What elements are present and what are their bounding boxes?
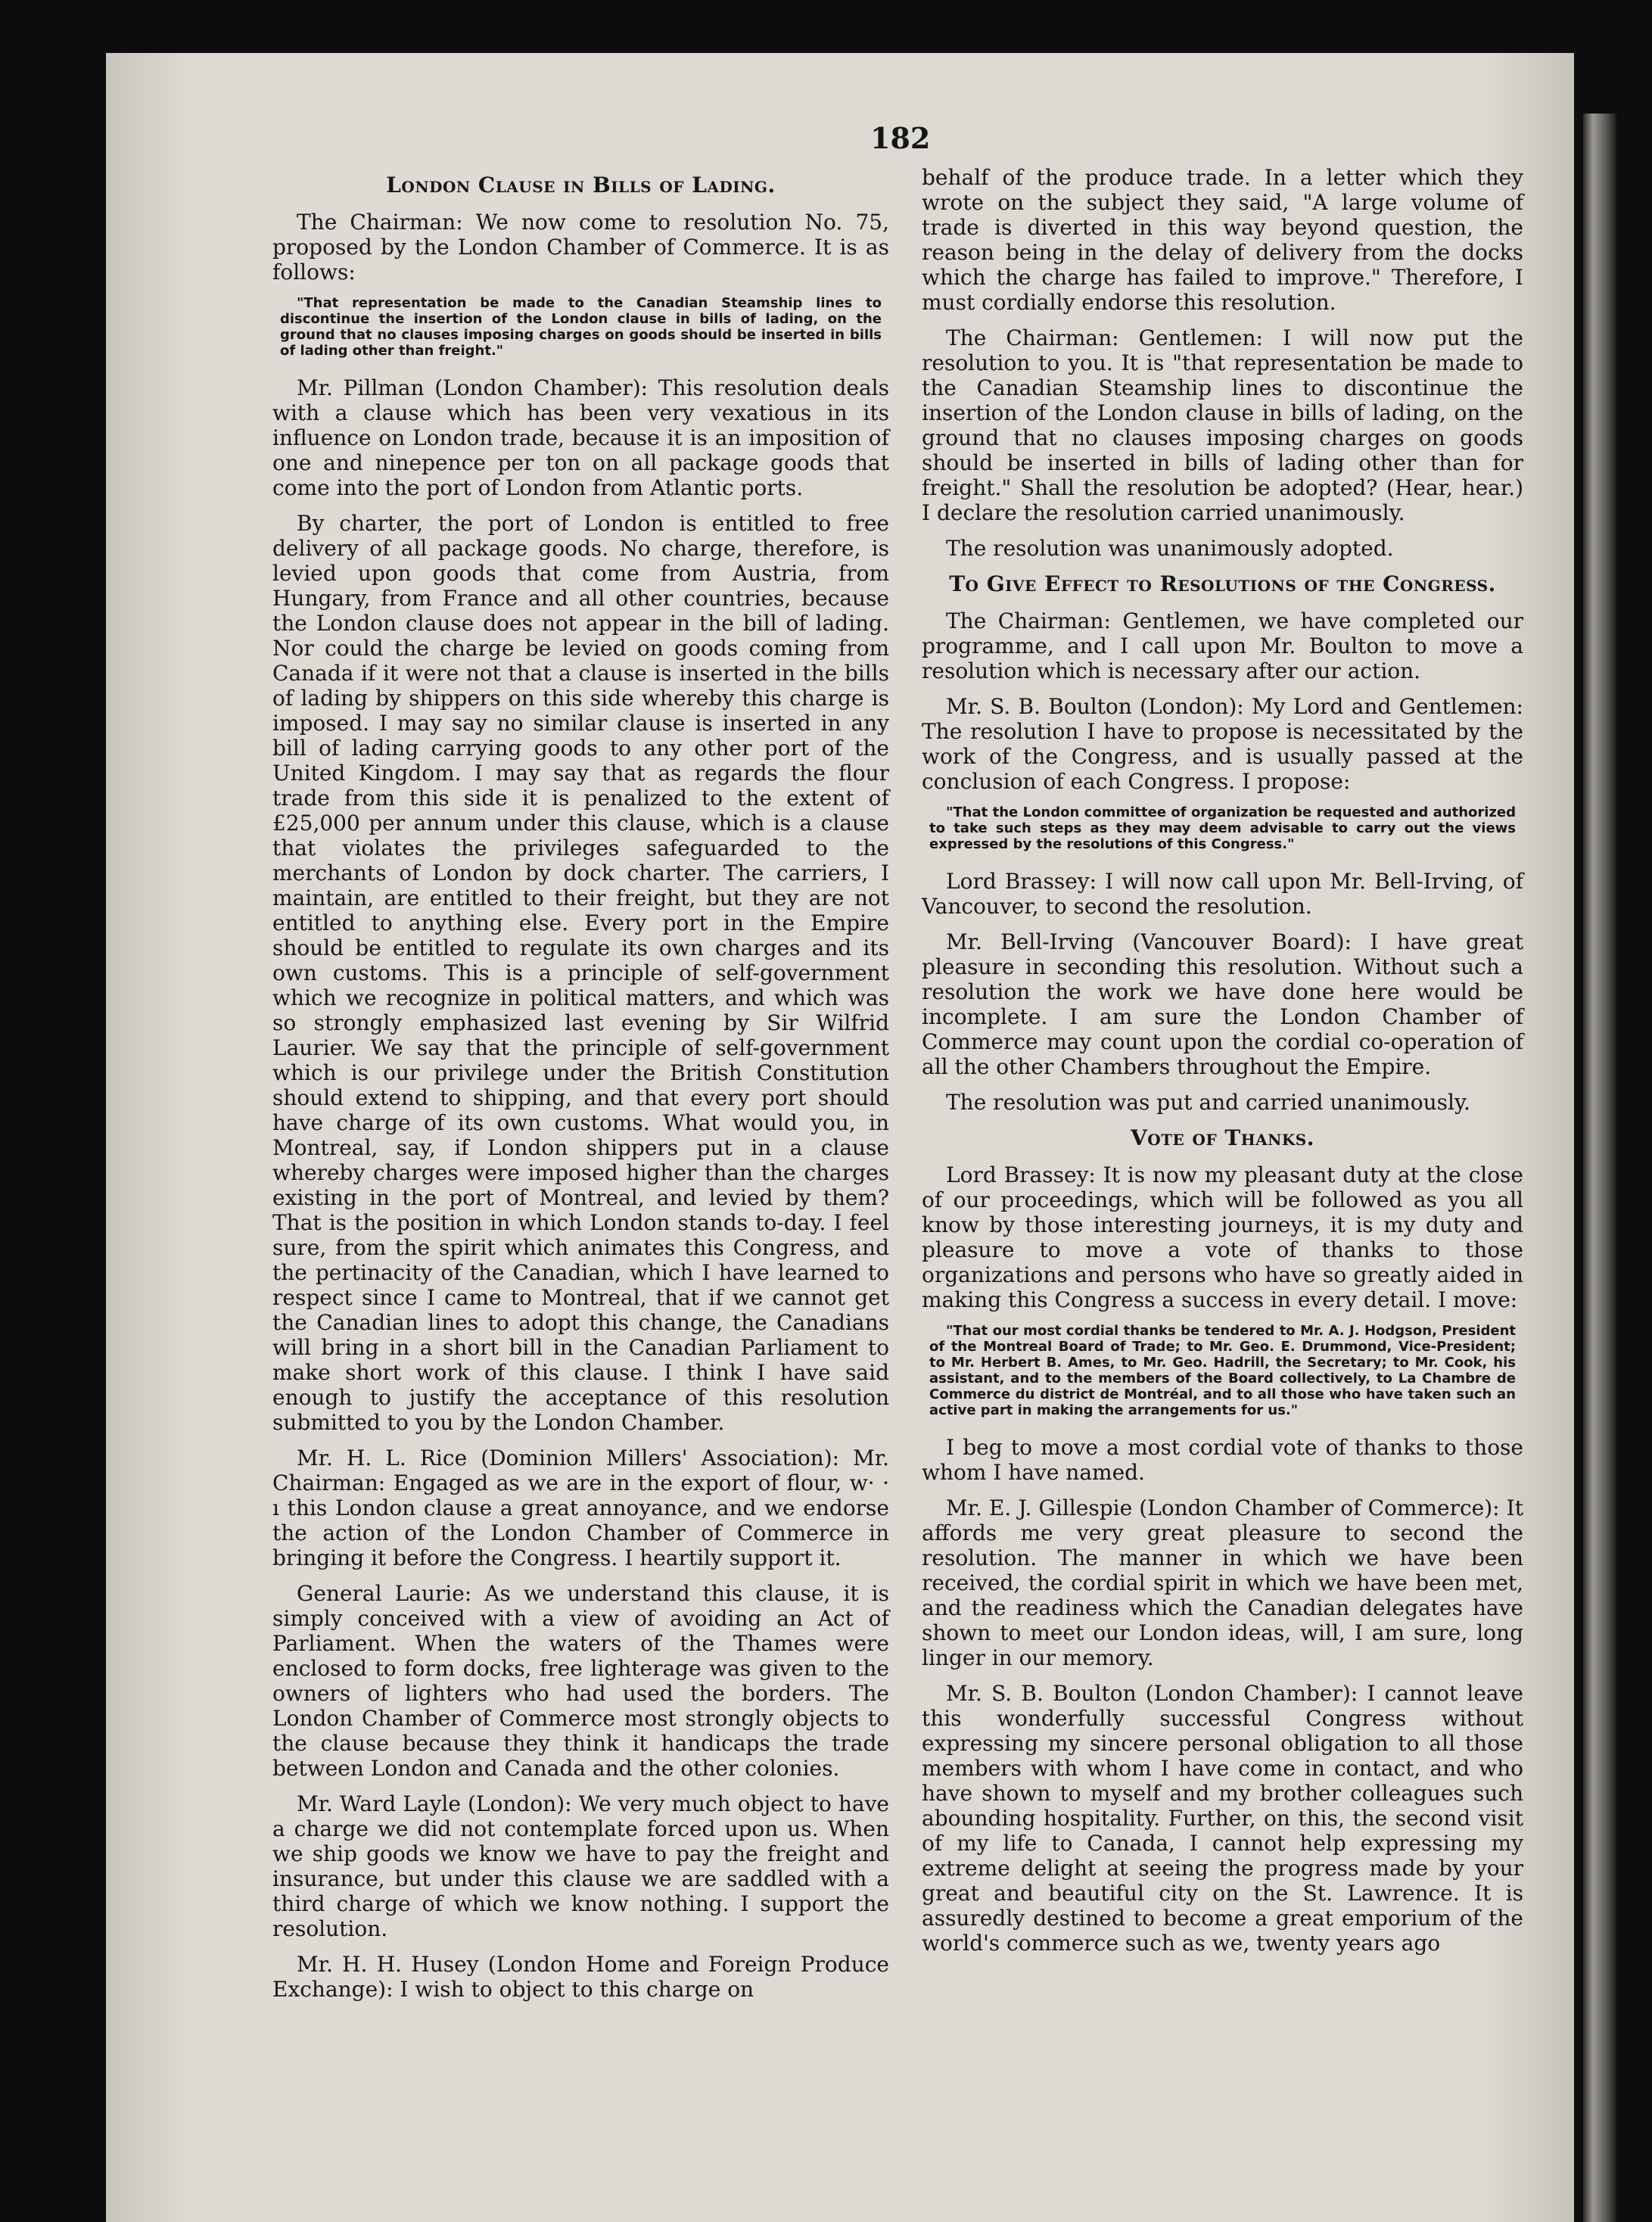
paragraph: Mr. H. L. Rice (Dominion Millers' Association): Mr. Chairman: Engaged as we are in the export of flour, w· · ı this London clause a great annoyance, and we endorse the action of the London Chamber of Commerce in bringing it before the Congress. I heartily support it.: [272, 1446, 889, 1570]
paragraph: Mr. H. H. Husey (London Home and Foreign Produce Exchange): I wish to object to this charge on: [272, 1952, 889, 2002]
page-number: 182: [870, 121, 931, 155]
section-heading-london-clause: London Clause in Bills of Lading.: [386, 173, 776, 198]
paragraph: The resolution was put and carried unanimously.: [946, 1090, 1470, 1115]
paragraph: behalf of the produce trade. In a letter which they wrote on the subject they said, "A large volume of trade is diverted in this way beyond question, the reason being in the delay of delivery from the docks which the charge has failed to improve." Therefore, I must cordially endorse this resolution.: [922, 165, 1523, 315]
resolution-quote: "That our most cordial thanks be tendered to Mr. A. J. Hodgson, President of the Montreal Board of Trade; to Mr. Geo. E. Drummond, Vice-President; to Mr. Herbert B. Ames, to Mr. Geo. Hadrill, the Secretary; to Mr. Cook, his assistant, and to the members of the Board collectively, to La Chambre de Commerce du district de Montréal, and to all those who have taken such an active part in making the arrangements for us.": [929, 1323, 1516, 1418]
paragraph: By charter, the port of London is entitled to free delivery of all package goods. No charge, therefore, is levied upon goods that come from Austria, from Hungary, from France and all other countries, because the London clause does not appear in the bill of lading. Nor could the charge be levied on goods coming from Canada if it were not that a clause is inserted in the bills of lading by shippers on this side whereby this charge is imposed. I may say no similar clause is inserted in any bill of lading carrying goods to any other port of the United Kingdom. I may say that as regards the flour trade from this side it is penalized to the extent of £25,000 per annum under this clause, which is a clause that violates the privileges safeguarded to the merchants of London by dock charter. The carriers, I maintain, are entitled to their freight, but they are not entitled to anything else. Every port in the Empire should be entitled to regulate its own charges and its own customs. This is a principle of self-government which we recognize in political matters, and which was so strongly emphasized last evening by Sir Wilfrid Laurier. We say that the principle of self-government which is our privilege under the British Constitution should extend to shipping, and that every port should have charge of its own customs. What would you, in Montreal, say, if London shippers put in a clause whereby charges were imposed higher than the charges existing in the port of Montreal, and levied by them? That is the position in which London stands to-day. I feel sure, from the spirit which animates this Congress, and the pertinacity of the Canadian, which I have learned to respect since I came to Montreal, that if we cannot get the Canadian lines to adopt this change, the Canadians will bring in a short bill in the Canadian Parliament to make short work of this clause. I think I have said enough to justify the acceptance of this resolution submitted to you by the London Chamber.: [272, 511, 889, 1435]
paragraph: Mr. S. B. Boulton (London): My Lord and Gentlemen: The resolution I have to propose is necessitated by the work of the Congress, and is usually passed at the conclusion of each Congress. I propose:: [922, 694, 1523, 794]
resolution-quote: "That the London committee of organization be requested and authorized to take such steps as they may deem advisable to carry out the views expressed by the resolutions of this Congress.": [929, 804, 1516, 852]
resolution-quote: "That representation be made to the Canadian Steamship lines to discontinue the insertion of the London clause in bills of lading, on the ground that no clauses imposing charges on goods should be inserted in bills of lading other than freight.": [280, 295, 882, 359]
paragraph: The Chairman: Gentlemen, we have completed our programme, and I call upon Mr. Boulton to move a resolution which is necessary after our action.: [922, 608, 1523, 683]
paragraph: Mr. Pillman (London Chamber): This resolution deals with a clause which has been very vexatious in its influence on London trade, because it is an imposition of one and ninepence per ton on all package goods that come into the port of London from Atlantic ports.: [272, 375, 889, 500]
paragraph: The Chairman: Gentlemen: I will now put the resolution to you. It is "that representation be made to the Canadian Steamship lines to discontinue the insertion of the London clause in bills of lading, on the ground that no clauses imposing charges on goods should be inserted in bills of lading other than for freight." Shall the resolution be adopted? (Hear, hear.) I declare the resolution carried unanimously.: [922, 325, 1523, 525]
left-column: [272, 165, 889, 2012]
paragraph: Mr. Bell-Irving (Vancouver Board): I have great pleasure in seconding this resolution. Without such a resolution the work we have done here would be incomplete. I am sure the London Chamber of Commerce may count upon the cordial co-operation of all the other Chambers throughout the Empire.: [922, 929, 1523, 1079]
paragraph: I beg to move a most cordial vote of thanks to those whom I have named.: [922, 1435, 1523, 1485]
paragraph: Lord Brassey: I will now call upon Mr. Bell-Irving, of Vancouver, to second the resolution.: [922, 869, 1523, 919]
paragraph: Mr. Ward Layle (London): We very much object to have a charge we did not contemplate forced upon us. When we ship goods we know we have to pay the freight and insurance, but under this clause we are saddled with a third charge of which we know nothing. I support the resolution.: [272, 1791, 889, 1941]
paragraph: Lord Brassey: It is now my pleasant duty at the close of our proceedings, which will be followed as you all know by those interesting journeys, it is my duty and pleasure to move a vote of thanks to those organizations and persons who have so greatly aided in making this Congress a success in every detail. I move:: [922, 1162, 1523, 1312]
paragraph: Mr. S. B. Boulton (London Chamber): I cannot leave this wonderfully successful Congress without expressing my sincere personal obligation to all those members with whom I have come in contact, and who have shown to myself and my brother colleagues such abounding hospitality. Further, on this, the second visit of my life to Canada, I cannot help expressing my extreme delight at seeing the progress made by your great and beautiful city on the St. Lawrence. It is assuredly destined to become a great emporium of the world's commerce such as we, twenty years ago: [922, 1681, 1523, 1956]
section-heading-vote-of-thanks: Vote of Thanks.: [1131, 1125, 1314, 1150]
paragraph: The Chairman: We now come to resolution No. 75, proposed by the London Chamber of Commerce. It is as follows:: [272, 210, 889, 285]
paragraph: The resolution was unanimously adopted.: [946, 536, 1394, 561]
section-heading-give-effect: To Give Effect to Resolutions of the Congress.: [949, 571, 1496, 596]
paragraph: General Laurie: As we understand this clause, it is simply conceived with a view of avoiding an Act of Parliament. When the waters of the Thames were enclosed to form docks, free lighterage was given to the owners of lighters who had used the borders. The London Chamber of Commerce most strongly objects to the clause because they think it handicaps the trade between London and Canada and the other colonies.: [272, 1581, 889, 1781]
right-column: [922, 165, 1523, 1966]
paragraph: Mr. E. J. Gillespie (London Chamber of Commerce): It affords me very great pleasure to second the resolution. The manner in which we have been received, the cordial spirit in which we have been met, and the readiness which the Canadian delegates have shown to meet our London ideas, will, I am sure, long linger in our memory.: [922, 1495, 1523, 1670]
binding-edge: [1583, 114, 1616, 2222]
